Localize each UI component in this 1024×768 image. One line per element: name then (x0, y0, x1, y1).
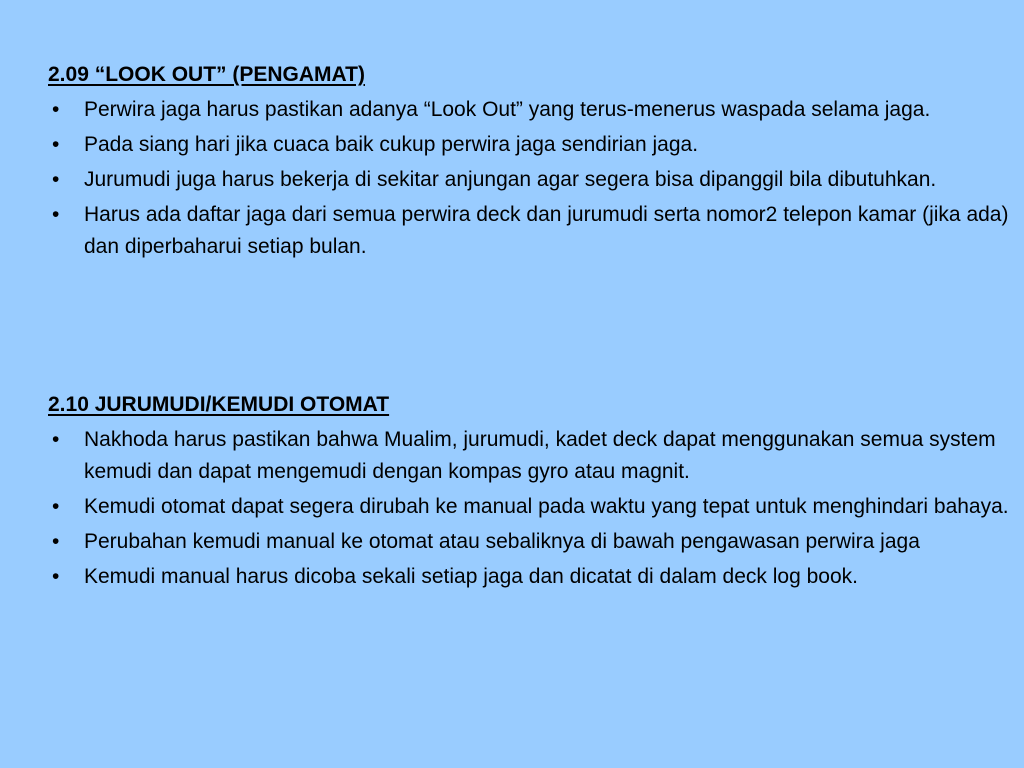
bullet-text: Kemudi manual harus dicoba sekali setiap jaga dan dicatat di dalam deck log book. (84, 565, 858, 588)
bullet-text: Pada siang hari jika cuaca baik cukup perwira jaga sendirian jaga. (84, 133, 699, 156)
bullet-item (48, 526, 1016, 558)
bullet-icon: • (52, 98, 60, 121)
bullet-icon: • (52, 133, 60, 156)
bullet-text: Jurumudi juga harus bekerja di sekitar anjungan agar segera bisa dipanggil bila dibutuhkan. (84, 168, 937, 191)
bullet-icon: • (52, 203, 60, 226)
bullet-text: Perubahan kemudi manual ke otomat atau sebaliknya di bawah pengawasan perwira jaga (84, 530, 920, 553)
bullet-item (48, 129, 1016, 161)
bullet-item (48, 94, 1016, 126)
bullet-item (48, 491, 1016, 523)
bullet-list (48, 94, 1016, 263)
bullet-icon: • (52, 168, 60, 191)
bullet-icon: • (52, 428, 60, 451)
section-look-out (48, 60, 1016, 266)
bullet-text: Harus ada daftar jaga dari semua perwira deck dan jurumudi serta nomor2 telepon kamar (jika ada) dan diperbaharui setiap bulan. (84, 203, 1009, 258)
bullet-text: Kemudi otomat dapat segera dirubah ke manual pada waktu yang tepat untuk menghindari bahaya. (84, 495, 1009, 518)
section-kemudi-otomat (48, 390, 1016, 596)
section-heading: 2.09 “LOOK OUT” (PENGAMAT) (48, 63, 365, 86)
bullet-icon: • (52, 565, 60, 588)
section-heading: 2.10 JURUMUDI/KEMUDI OTOMAT (48, 393, 390, 416)
bullet-item (48, 561, 1016, 593)
bullet-text: Nakhoda harus pastikan bahwa Mualim, jurumudi, kadet deck dapat menggunakan semua system kemudi dan dapat mengemudi dengan kompas gyro atau magnit. (84, 428, 996, 483)
bullet-item (48, 199, 1016, 263)
bullet-icon: • (52, 495, 60, 518)
bullet-icon: • (52, 530, 60, 553)
bullet-list (48, 424, 1016, 593)
bullet-item (48, 424, 1016, 488)
bullet-item (48, 164, 1016, 196)
bullet-text: Perwira jaga harus pastikan adanya “Look Out” yang terus-menerus waspada selama jaga. (84, 98, 931, 121)
